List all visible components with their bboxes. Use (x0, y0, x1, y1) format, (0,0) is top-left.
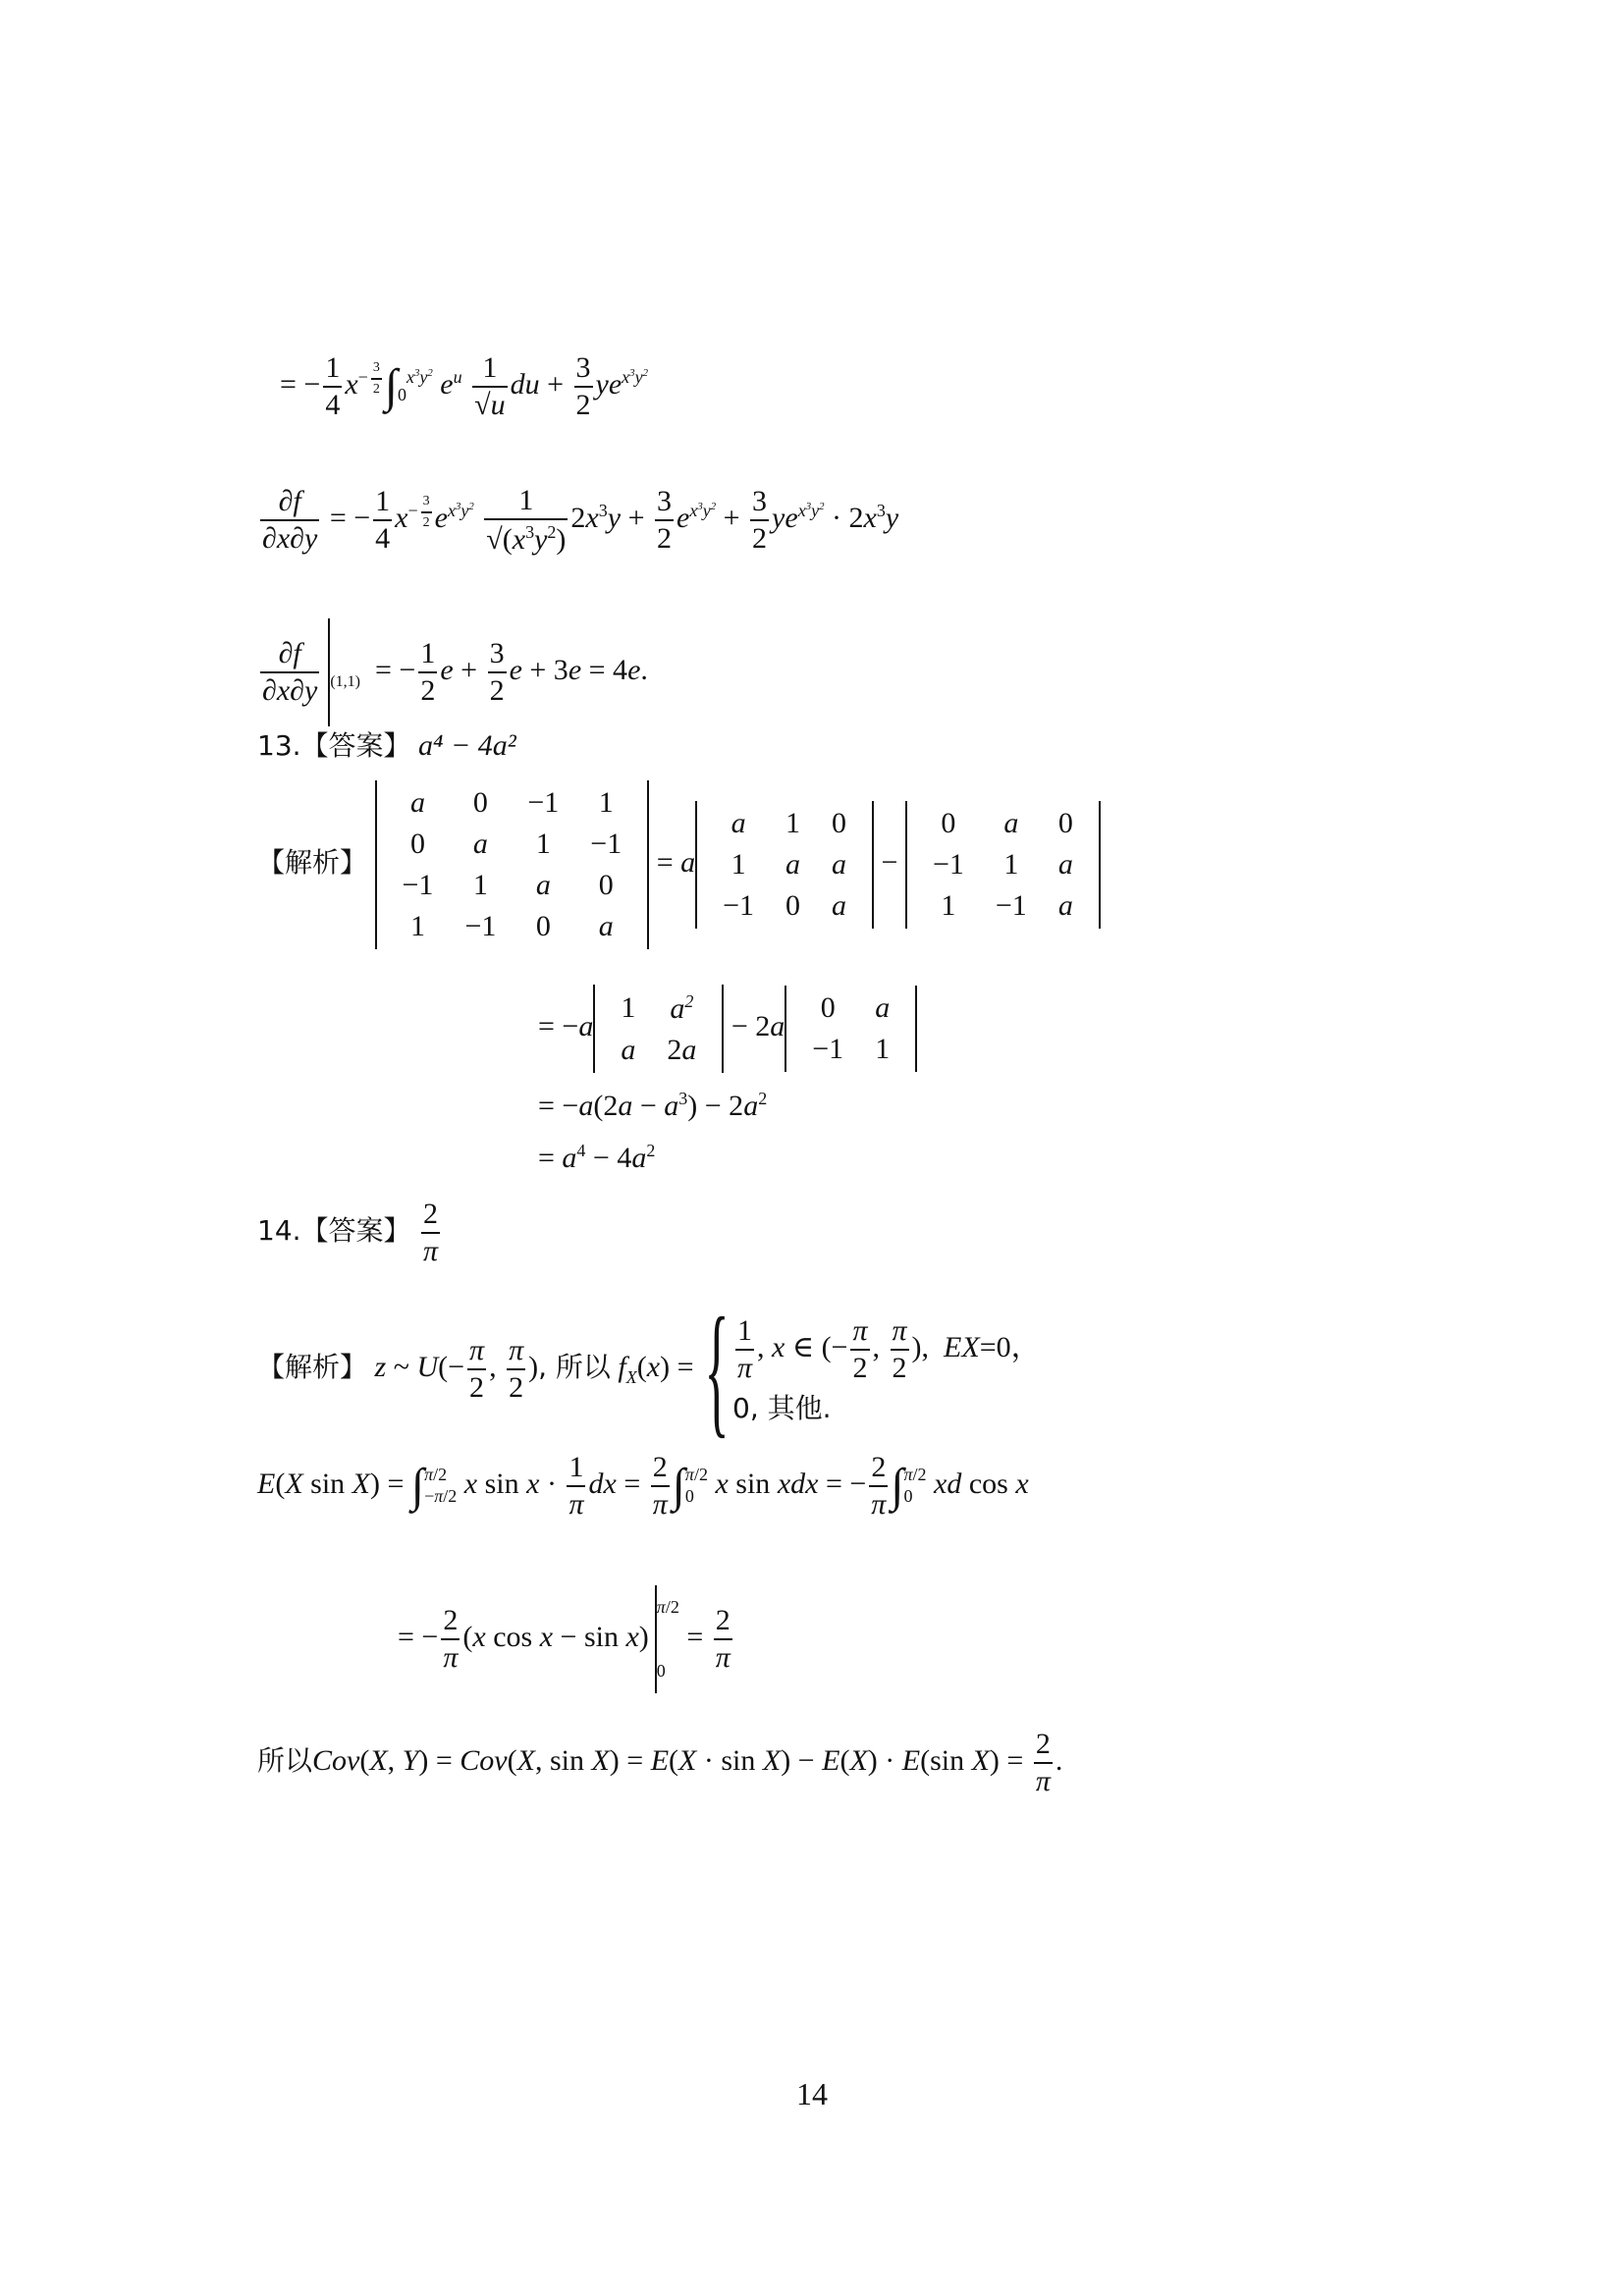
equation-line-2: $\frac{\partial f}{\partial x\partial y}$ = − $\frac{1}{4}$ $x^{- \frac{3}{2}}$ $e^{x^3y^2}$ $\frac{1}{√(x^3y^2)}$ $2x^3y$ + $\frac{3}{2}$ $e^{x^3y^2}$ + $\frac{3}{2}$ $ye^{x^3y^2} \cdot 2x^3y$ (262, 484, 899, 556)
analysis-14-line-1: 【解析】 z ~ U(− $\frac{\pi}{2}$ , $\frac{\pi}{2}$ ), 所以 $f_X(x)$ = { $\frac{1}{\pi}$ , x ∈ (− $\frac{\pi}{2}$ , $\frac{\pi}{2}$ ), EX=0， 0, 其他. (257, 1288, 1041, 1451)
equation-line-3: $\frac{\partial f}{\partial x\partial y}$ $_{(1,1)}$ = − $\frac{1}{2}$ e + $\frac{3}{2}$ e + 3e = 4e. (257, 618, 648, 726)
analysis-14-prefix: , 所以 (538, 1350, 611, 1383)
answer-14-label: 14.【答案】 (257, 1213, 411, 1247)
answer-14: 14.【答案】 $\frac{2}{\pi}$ (257, 1198, 439, 1267)
analysis-14-conclusion-prefix: 所以 (257, 1743, 313, 1777)
equation-line-1: = − $\frac{1}{4}$ $x^{- \frac{3}{2}}$ $\int_0^{x^3y^2}$ $e^u$ $\frac{1}{√u}$ du + $\frac{3}{2}$ $ye^{x^3y^2}$ (280, 351, 648, 421)
answer-13 (257, 731, 516, 761)
analysis-13-line-3: = $-a(2a - a^3) - 2a^2$ (538, 1089, 768, 1122)
analysis-14-conclusion: 所以Cov(X, Y) = Cov(X, sin X) = E(X · sin X) − E(X) · E(sin X) = $\frac{2}{\pi}$ . (257, 1728, 1063, 1797)
analysis-14-line-3: = − $\frac{2}{\pi}$ (x cos x − sin x)π/2 0 = $\frac{2}{\pi}$ (398, 1585, 735, 1693)
analysis-13-line-2: = −a 1 $a^2$ a 2a − 2a 0 a −1 1 (538, 985, 917, 1073)
analysis-14-other: 0, 其他. (732, 1392, 832, 1424)
answer-13-value: a⁴ − 4a² (418, 729, 516, 762)
analysis-13-label: 【解析】 (257, 845, 368, 879)
page-number: 14 (796, 2076, 828, 2111)
analysis-13-line-4: = $a^4 - 4a^2$ (538, 1141, 656, 1174)
analysis-14-label: 【解析】 (257, 1350, 368, 1383)
analysis-13-line-1: 【解析】 a 0 −1 1 0 a 1 −1 −1 1 a 0 1 −1 0 a = a a 1 0 1 a a −1 0 a − 0 a 0 −1 1 a 1 −1 a (257, 780, 1101, 949)
analysis-14-line-2: E(X sin X) = ∫π/2 −π/2 x sin x · $\frac{1}{\pi}$ dx = $\frac{2}{\pi}$ ∫π/2 0 x sin xdx = − $\frac{2}{\pi}$ ∫π/2 0 xd cos x (257, 1451, 1029, 1521)
answer-13-label: 13.【答案】 (257, 729, 411, 762)
